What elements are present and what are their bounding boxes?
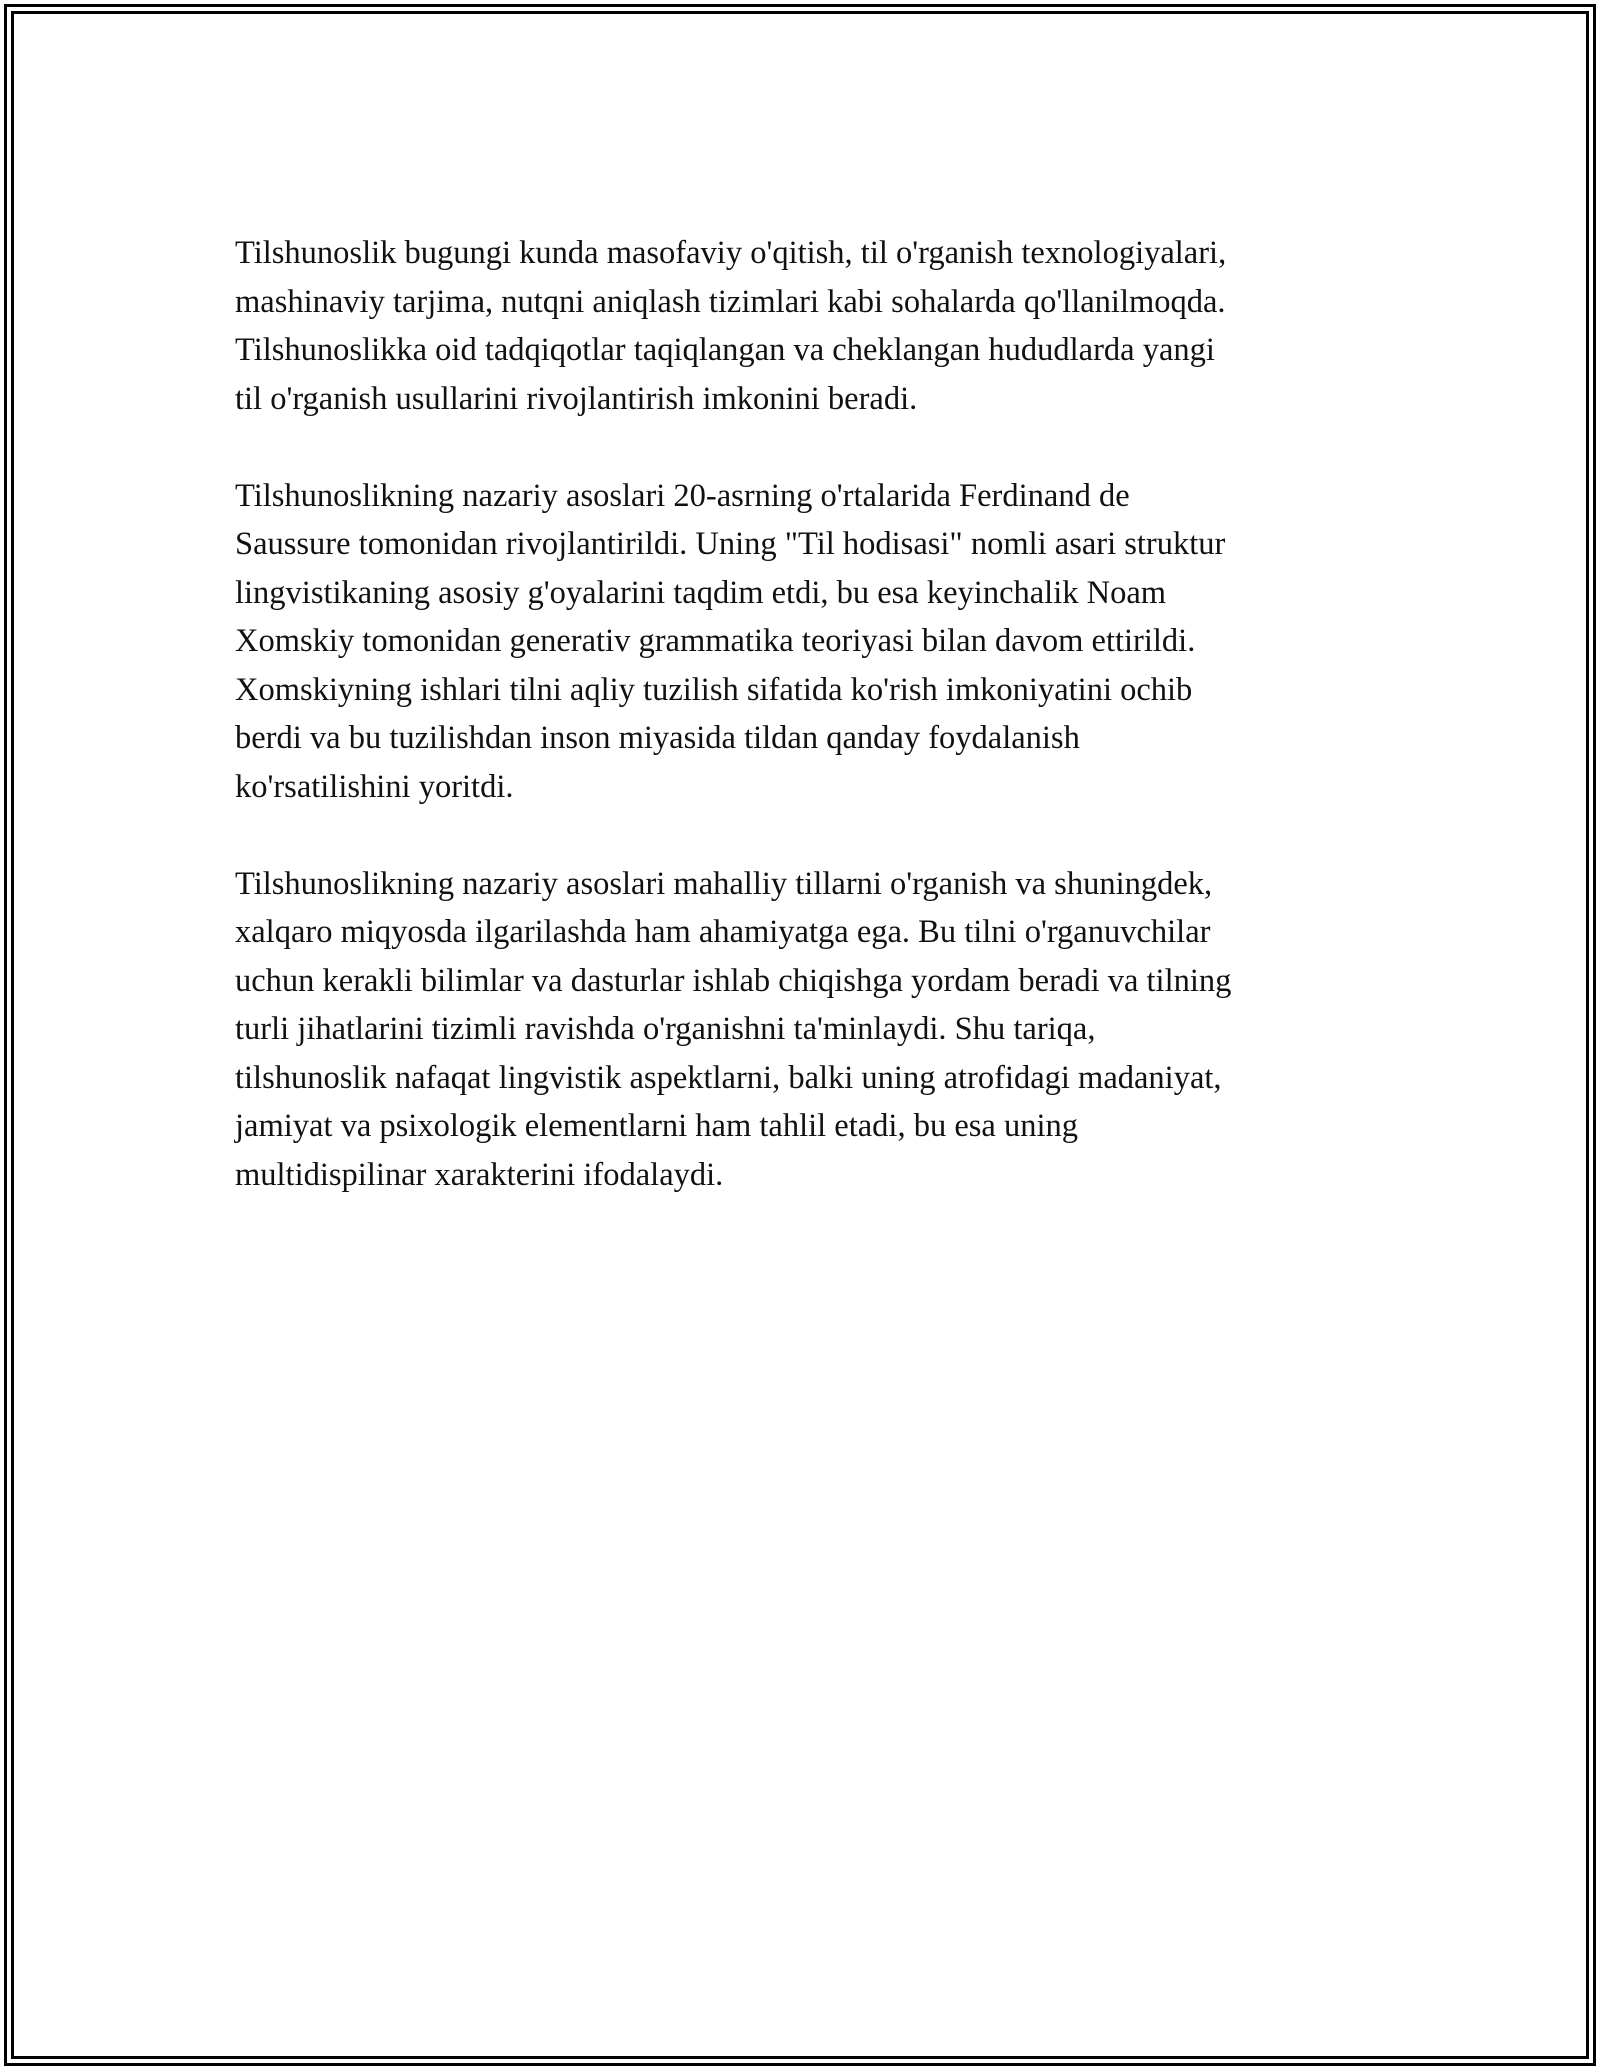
paragraph-3: Tilshunoslikning nazariy asoslari mahalliy tillarni o'rganish va shuningdek, xalqaro miqyosda ilgarilashda ham ahamiyatga ega. Bu tilni o'rganuvchilar uchun kerakli bilimlar va dasturlar ishlab chiqishga yordam beradi va tilning turli jihatlarini tizimli ravishda o'rganishni ta'minlaydi. Shu tariqa, tilshunoslik nafaqat lingvistik aspektlarni, balki uning atrofidagi madaniyat, jamiyat va psixologik elementlarni ham tahlil etadi, bu esa uning multidispilinar xarakterini ifodalaydi. [235, 865, 1232, 1193]
document-body [235, 229, 1365, 1248]
paragraph-2: Tilshunoslikning nazariy asoslari 20-asrning o'rtalarida Ferdinand de Saussure tomonidan rivojlantirildi. Uning "Til hodisasi" nomli asari struktur lingvistikaning asosiy g'oyalarini taqdim etdi, bu esa keyinchalik Noam Xomskiy tomonidan generativ grammatika teoriyasi bilan davom ettirildi. Xomskiyning ishlari tilni aqliy tuzilish sifatida ko'rish imkoniyatini ochib berdi va bu tuzilishdan inson miyasida tildan qanday foydalanish ko'rsatilishini yoritdi. [235, 477, 1226, 805]
paragraph-1: Tilshunoslik bugungi kunda masofaviy o'qitish, til o'rganish texnologiyalari, mashinaviy tarjima, nutqni aniqlash tizimlari kabi sohalarda qo'llanilmoqda. Tilshunoslikka oid tadqiqotlar taqiqlangan va cheklangan hududlarda yangi til o'rganish usullarini rivojlantirish imkonini beradi. [235, 235, 1227, 417]
